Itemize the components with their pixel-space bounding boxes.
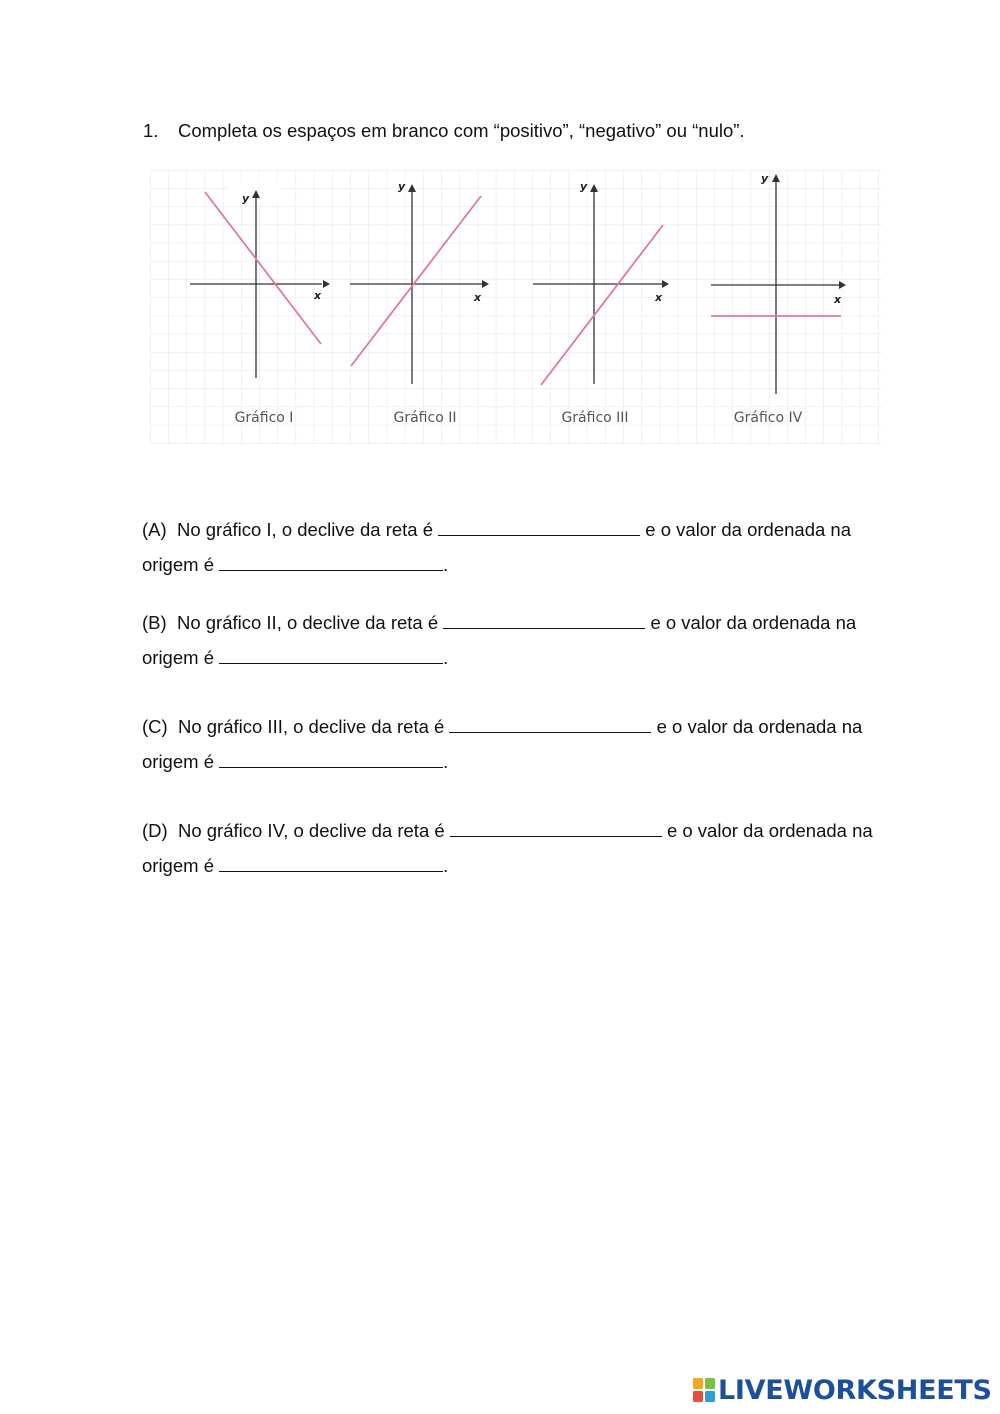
question-a-text-1: No gráfico I, o declive da reta é	[176, 519, 434, 540]
question-c	[142, 709, 862, 779]
graph-1-label: Gráfico I	[234, 410, 294, 426]
liveworksheets-logo-icon	[693, 1378, 715, 1402]
question-d-intercept-blank[interactable]	[219, 853, 443, 872]
question-d-line-1	[142, 813, 873, 848]
question-b-line-1	[142, 605, 856, 640]
question-c-text-3: origem é	[142, 751, 214, 772]
question-d-text-1: No gráfico IV, o declive da reta é	[177, 820, 445, 841]
question-c-line-2	[142, 744, 862, 779]
graph-3-label: Gráfico III	[561, 410, 629, 426]
question-d-end: .	[443, 855, 449, 876]
question-b-text-1: No gráfico II, o declive da reta é	[176, 612, 439, 633]
question-d-slope-blank[interactable]	[450, 818, 662, 837]
question-c-text-2: e o valor da ordenada na	[656, 716, 863, 737]
question-d-text-2: e o valor da ordenada na	[666, 820, 873, 841]
question-d-letter: (D)	[142, 820, 168, 841]
graph-2-label: Gráfico II	[393, 410, 457, 426]
question-c-line-1	[142, 709, 862, 744]
question-c-intercept-blank[interactable]	[219, 749, 443, 768]
question-b-letter: (B)	[142, 612, 167, 633]
question-a-line-1	[142, 512, 851, 547]
question-c-text-1: No gráfico III, o declive da reta é	[177, 716, 445, 737]
graph-4-y-label: y	[761, 172, 769, 185]
graphs-svg	[150, 170, 882, 444]
liveworksheets-brand: LIVEWORKSHEETS	[718, 1374, 992, 1406]
question-a-intercept-blank[interactable]	[219, 552, 443, 571]
graph-2-y-label: y	[398, 180, 406, 193]
graph-1-x-label: x	[314, 289, 322, 302]
question-c-end: .	[443, 751, 449, 772]
question-a-text-2: e o valor da ordenada na	[645, 519, 852, 540]
graph-1-y-label: y	[242, 192, 250, 205]
grid-background	[150, 170, 882, 444]
question-b-slope-blank[interactable]	[443, 610, 645, 629]
question-a-letter: (A)	[142, 519, 167, 540]
question-d-line-2	[142, 848, 873, 883]
graph-2-x-label: x	[474, 291, 482, 304]
liveworksheets-logo	[693, 1374, 992, 1406]
question-a-slope-blank[interactable]	[438, 517, 640, 536]
graph-3-x-label: x	[655, 291, 663, 304]
graph-4-x-label: x	[834, 293, 842, 306]
graph-4-label: Gráfico IV	[733, 410, 803, 426]
question-b-line-2	[142, 640, 856, 675]
question-a-text-3: origem é	[142, 554, 214, 575]
question-b-intercept-blank[interactable]	[219, 645, 443, 664]
question-d-text-3: origem é	[142, 855, 214, 876]
question-a-line-2	[142, 547, 851, 582]
graph-3-y-label: y	[580, 180, 588, 193]
question-c-letter: (C)	[142, 716, 168, 737]
instruction-text: Completa os espaços em branco com “positivo”, “negativo” ou “nulo”.	[178, 120, 745, 141]
question-b	[142, 605, 856, 675]
question-b-text-2: e o valor da ordenada na	[650, 612, 857, 633]
question-a-end: .	[443, 554, 449, 575]
question-b-text-3: origem é	[142, 647, 214, 668]
graphs-figure	[150, 170, 882, 444]
question-c-slope-blank[interactable]	[449, 714, 651, 733]
question-b-end: .	[443, 647, 449, 668]
question-a	[142, 512, 851, 582]
question-d	[142, 813, 873, 883]
instruction-number: 1.	[143, 120, 159, 141]
instruction	[143, 120, 745, 142]
